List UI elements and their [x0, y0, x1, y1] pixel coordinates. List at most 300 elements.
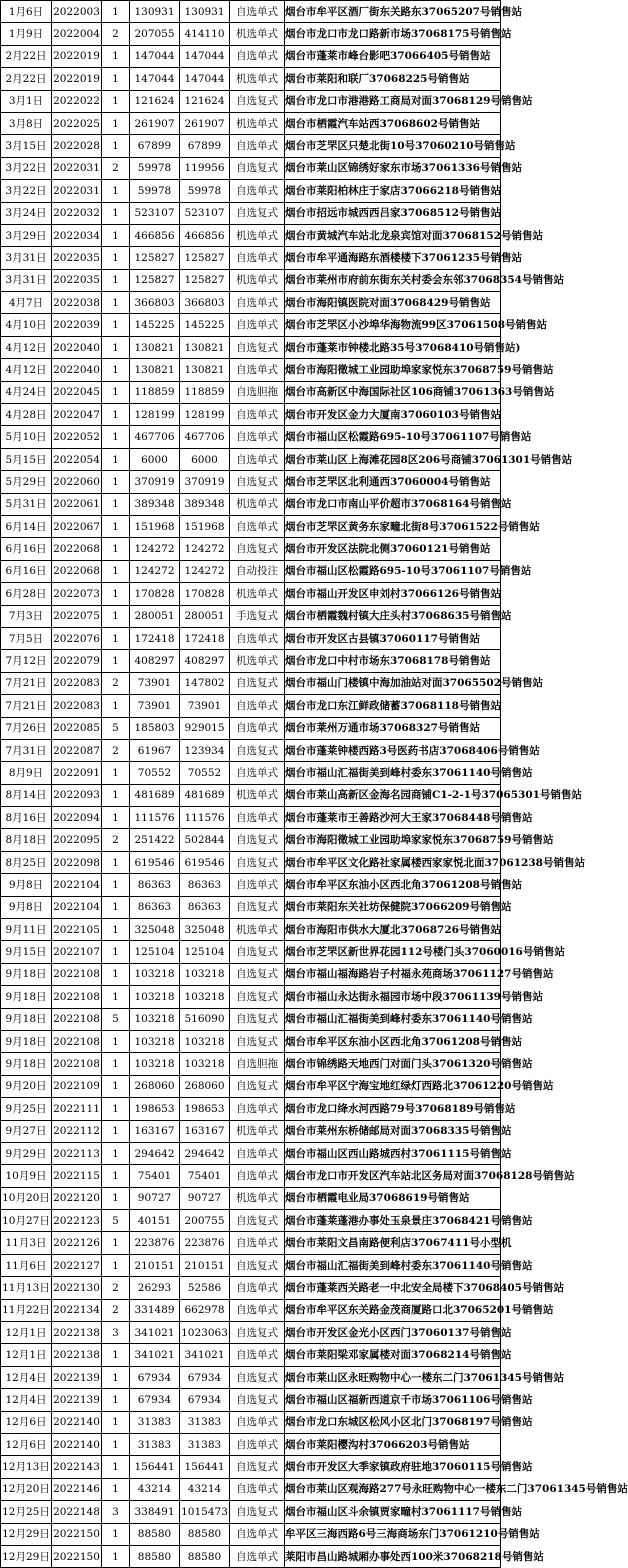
prize-amount-cell: 145225	[130, 314, 180, 336]
bet-type-cell: 自选单式	[230, 1277, 285, 1299]
draw-date-cell: 12月1日	[1, 1344, 52, 1366]
total-amount-cell: 123934	[180, 739, 230, 761]
table-row	[1, 1277, 501, 1299]
total-amount-cell: 31383	[180, 1411, 230, 1433]
issue-number-cell: 2022112	[52, 1120, 102, 1142]
prize-amount-cell: 67934	[130, 1389, 180, 1411]
bet-type-cell: 机选单式	[230, 1120, 285, 1142]
winner-count-cell: 1	[102, 180, 130, 202]
issue-number-cell: 2022039	[52, 314, 102, 336]
table-row	[1, 202, 501, 224]
table-row	[1, 1299, 501, 1321]
total-amount-cell: 1015473	[180, 1501, 230, 1523]
winner-count-cell: 1	[102, 45, 130, 67]
issue-number-cell: 2022019	[52, 45, 102, 67]
draw-date-cell: 12月13日	[1, 1456, 52, 1478]
bet-type-cell: 自选单式	[230, 1232, 285, 1254]
winner-count-cell: 1	[102, 135, 130, 157]
winner-count-cell: 3	[102, 1322, 130, 1344]
bet-type-cell: 自选单式	[230, 1344, 285, 1366]
draw-date-cell: 5月10日	[1, 426, 52, 448]
prize-amount-cell: 67934	[130, 1366, 180, 1388]
issue-number-cell: 2022108	[52, 1053, 102, 1075]
issue-number-cell: 2022034	[52, 224, 102, 246]
winner-count-cell: 1	[102, 583, 130, 605]
draw-date-cell: 12月1日	[1, 1322, 52, 1344]
total-amount-cell: 467706	[180, 426, 230, 448]
draw-date-cell: 1月6日	[1, 1, 52, 23]
table-row	[1, 381, 501, 403]
winner-count-cell: 1	[102, 1434, 130, 1456]
total-amount-cell: 147044	[180, 68, 230, 90]
winner-count-cell: 1	[102, 605, 130, 627]
prize-amount-cell: 103218	[130, 963, 180, 985]
issue-number-cell: 2022019	[52, 68, 102, 90]
draw-date-cell: 11月3日	[1, 1232, 52, 1254]
bet-type-cell: 机选单式	[230, 493, 285, 515]
total-amount-cell: 200755	[180, 1210, 230, 1232]
table-row	[1, 717, 501, 739]
issue-number-cell: 2022068	[52, 538, 102, 560]
total-amount-cell: 414110	[180, 23, 230, 45]
store-name-cell: 烟台市牟平区东油小区西北角37061208号销售站	[285, 1030, 501, 1052]
total-amount-cell: 119956	[180, 157, 230, 179]
winner-count-cell: 1	[102, 851, 130, 873]
bet-type-cell: 自选单式	[230, 180, 285, 202]
total-amount-cell: 268060	[180, 1075, 230, 1097]
table-row	[1, 336, 501, 358]
total-amount-cell: 366803	[180, 292, 230, 314]
table-row	[1, 448, 501, 470]
store-name-cell: 烟台市栖霞电业局37068619号销售站	[285, 1187, 501, 1209]
draw-date-cell: 4月28日	[1, 404, 52, 426]
winner-count-cell: 1	[102, 1075, 130, 1097]
total-amount-cell: 151968	[180, 515, 230, 537]
store-name-cell: 牟平区三海西路6号三海商场东门37061210号销售站	[285, 1523, 501, 1545]
store-name-cell: 烟台市蓬莱钟楼西路3号医药书店37068406号销售站	[285, 739, 501, 761]
issue-number-cell: 2022113	[52, 1142, 102, 1164]
draw-date-cell: 3月31日	[1, 247, 52, 269]
store-name-cell: 烟台市莱阳樱沟村37066203号销售站	[285, 1434, 501, 1456]
store-name-cell: 烟台市莱阳柏林庄于家店37066218号销售站	[285, 180, 501, 202]
prize-amount-cell: 341021	[130, 1344, 180, 1366]
table-row	[1, 896, 501, 918]
draw-date-cell: 5月29日	[1, 471, 52, 493]
total-amount-cell: 466856	[180, 224, 230, 246]
draw-date-cell: 10月20日	[1, 1187, 52, 1209]
winner-count-cell: 2	[102, 1277, 130, 1299]
store-name-cell: 烟台市招远市城西西吕家37068512号销售站	[285, 202, 501, 224]
draw-date-cell: 12月29日	[1, 1523, 52, 1545]
table-row	[1, 807, 501, 829]
issue-number-cell: 2022035	[52, 269, 102, 291]
winner-count-cell: 1	[102, 1, 130, 23]
bet-type-cell: 自选单式	[230, 1523, 285, 1545]
issue-number-cell: 2022143	[52, 1456, 102, 1478]
issue-number-cell: 2022127	[52, 1254, 102, 1276]
table-row	[1, 23, 501, 45]
total-amount-cell: 481689	[180, 784, 230, 806]
bet-type-cell: 机选单式	[230, 23, 285, 45]
winner-count-cell: 1	[102, 1232, 130, 1254]
draw-date-cell: 6月16日	[1, 538, 52, 560]
prize-amount-cell: 172418	[130, 627, 180, 649]
table-row	[1, 963, 501, 985]
prize-amount-cell: 170828	[130, 583, 180, 605]
winner-count-cell: 2	[102, 739, 130, 761]
table-row	[1, 1098, 501, 1120]
prize-amount-cell: 125827	[130, 269, 180, 291]
store-name-cell: 烟台市福山开发区申刘村37066126号销售站	[285, 583, 501, 605]
store-name-cell: 烟台市福山区西山路城西村37061115号销售站	[285, 1142, 501, 1164]
store-name-cell: 烟台市福山永达街永福园市场中段37061139号销售站	[285, 986, 501, 1008]
issue-number-cell: 2022115	[52, 1165, 102, 1187]
winner-count-cell: 2	[102, 23, 130, 45]
bet-type-cell: 自选复式	[230, 1008, 285, 1030]
store-name-cell: 烟台市蓬莱蓬港办事处玉泉景庄37068421号销售站	[285, 1210, 501, 1232]
table-row	[1, 1254, 501, 1276]
winner-count-cell: 1	[102, 784, 130, 806]
prize-amount-cell: 619546	[130, 851, 180, 873]
bet-type-cell: 自选复式	[230, 90, 285, 112]
winner-count-cell: 1	[102, 762, 130, 784]
store-name-cell: 烟台市开发区金光小区西门37060137号销售站	[285, 1322, 501, 1344]
issue-number-cell: 2022022	[52, 90, 102, 112]
table-row	[1, 493, 501, 515]
draw-date-cell: 12月4日	[1, 1389, 52, 1411]
draw-date-cell: 10月9日	[1, 1165, 52, 1187]
prize-amount-cell: 341021	[130, 1322, 180, 1344]
winner-count-cell: 2	[102, 157, 130, 179]
store-name-cell: 烟台市福山门楼镇中海加油站对面37065502号销售站	[285, 672, 501, 694]
draw-date-cell: 9月15日	[1, 941, 52, 963]
store-name-cell: 烟台市莱州东桥储邮局对面37068335号销售站	[285, 1120, 501, 1142]
store-name-cell: 烟台市蓬莱市峰台影吧37066405号销售站	[285, 45, 501, 67]
bet-type-cell: 自选单式	[230, 627, 285, 649]
store-name-cell: 烟台市海阳镇医院对面37068429号销售站	[285, 292, 501, 314]
total-amount-cell: 125827	[180, 269, 230, 291]
issue-number-cell: 2022040	[52, 359, 102, 381]
prize-amount-cell: 124272	[130, 538, 180, 560]
total-amount-cell: 619546	[180, 851, 230, 873]
bet-type-cell: 自选单式	[230, 695, 285, 717]
draw-date-cell: 9月8日	[1, 874, 52, 896]
table-row	[1, 1434, 501, 1456]
draw-date-cell: 8月16日	[1, 807, 52, 829]
store-name-cell: 烟台市牟平区宁海宝地红绿灯西路北37061220号销售站	[285, 1075, 501, 1097]
issue-number-cell: 2022108	[52, 963, 102, 985]
draw-date-cell: 3月24日	[1, 202, 52, 224]
table-row	[1, 180, 501, 202]
winner-count-cell: 1	[102, 1523, 130, 1545]
total-amount-cell: 103218	[180, 1030, 230, 1052]
draw-date-cell: 2月22日	[1, 68, 52, 90]
prize-amount-cell: 156441	[130, 1456, 180, 1478]
issue-number-cell: 2022148	[52, 1501, 102, 1523]
issue-number-cell: 2022095	[52, 829, 102, 851]
total-amount-cell: 172418	[180, 627, 230, 649]
prize-amount-cell: 121624	[130, 90, 180, 112]
winner-count-cell: 1	[102, 493, 130, 515]
prize-amount-cell: 147044	[130, 68, 180, 90]
bet-type-cell: 机选单式	[230, 112, 285, 134]
prize-amount-cell: 331489	[130, 1299, 180, 1321]
table-row	[1, 1030, 501, 1052]
winner-count-cell: 5	[102, 1210, 130, 1232]
store-name-cell: 烟台市海阳徵城工业园助埠家家悦东37068759号销售站	[285, 829, 501, 851]
table-row	[1, 1366, 501, 1388]
store-name-cell: 烟台市福山区松霞路695-10号37061107号销售站	[285, 426, 501, 448]
prize-amount-cell: 210151	[130, 1254, 180, 1276]
store-name-cell: 烟台市芝罘区只楚北街10号37060210号销售站	[285, 135, 501, 157]
issue-number-cell: 2022054	[52, 448, 102, 470]
store-name-cell: 烟台市莱山区永旺购物中心一楼东二门37061345号销售站	[285, 1366, 501, 1388]
table-row	[1, 1523, 501, 1545]
total-amount-cell: 124272	[180, 538, 230, 560]
table-row	[1, 739, 501, 761]
prize-amount-cell: 70552	[130, 762, 180, 784]
total-amount-cell: 130821	[180, 336, 230, 358]
bet-type-cell: 自选单式	[230, 426, 285, 448]
winner-count-cell: 1	[102, 471, 130, 493]
issue-number-cell: 2022138	[52, 1322, 102, 1344]
issue-number-cell: 2022108	[52, 1030, 102, 1052]
winner-count-cell: 1	[102, 1411, 130, 1433]
bet-type-cell: 自选复式	[230, 1030, 285, 1052]
winner-count-cell: 1	[102, 112, 130, 134]
bet-type-cell: 自选胆拖	[230, 381, 285, 403]
table-row	[1, 1545, 501, 1567]
prize-amount-cell: 467706	[130, 426, 180, 448]
winner-count-cell: 1	[102, 448, 130, 470]
store-name-cell: 烟台市莱阳文昌南路便利店37067411号小型机	[285, 1232, 501, 1254]
issue-number-cell: 2022104	[52, 896, 102, 918]
prize-amount-cell: 198653	[130, 1098, 180, 1120]
draw-date-cell: 12月4日	[1, 1366, 52, 1388]
total-amount-cell: 370919	[180, 471, 230, 493]
table-row	[1, 1501, 501, 1523]
total-amount-cell: 341021	[180, 1344, 230, 1366]
store-name-cell: 烟台市龙口东江鲜政储蓄37068118号销售站	[285, 695, 501, 717]
prize-amount-cell: 466856	[130, 224, 180, 246]
issue-number-cell: 2022079	[52, 650, 102, 672]
table-row	[1, 68, 501, 90]
bet-type-cell: 机选单式	[230, 784, 285, 806]
draw-date-cell: 3月22日	[1, 157, 52, 179]
store-name-cell: 莱阳市昌山路城厢办事处西100米37068218号销售站	[285, 1545, 501, 1567]
store-name-cell: 烟台市牟平区东油小区西北角37061208号销售站	[285, 874, 501, 896]
bet-type-cell: 自选复式	[230, 941, 285, 963]
store-name-cell: 烟台市福山区福新西道京千市场37061106号销售站	[285, 1389, 501, 1411]
total-amount-cell: 280051	[180, 605, 230, 627]
bet-type-cell: 自选复式	[230, 1210, 285, 1232]
total-amount-cell: 929015	[180, 717, 230, 739]
winner-count-cell: 1	[102, 941, 130, 963]
table-row	[1, 829, 501, 851]
total-amount-cell: 75401	[180, 1165, 230, 1187]
prize-amount-cell: 103218	[130, 1030, 180, 1052]
winner-count-cell: 1	[102, 1053, 130, 1075]
store-name-cell: 烟台市开发区古县镇37060117号销售站	[285, 627, 501, 649]
bet-type-cell: 机选单式	[230, 224, 285, 246]
winner-count-cell: 1	[102, 1456, 130, 1478]
draw-date-cell: 3月15日	[1, 135, 52, 157]
bet-type-cell: 自选复式	[230, 202, 285, 224]
bet-type-cell: 自选复式	[230, 739, 285, 761]
issue-number-cell: 2022035	[52, 247, 102, 269]
prize-amount-cell: 294642	[130, 1142, 180, 1164]
draw-date-cell: 7月21日	[1, 672, 52, 694]
winner-count-cell: 1	[102, 627, 130, 649]
winner-count-cell: 1	[102, 426, 130, 448]
bet-type-cell: 自选复式	[230, 829, 285, 851]
bet-type-cell: 自选复式	[230, 1075, 285, 1097]
bet-type-cell: 自选复式	[230, 1501, 285, 1523]
bet-type-cell: 自选单式	[230, 1165, 285, 1187]
total-amount-cell: 408297	[180, 650, 230, 672]
prize-amount-cell: 73901	[130, 695, 180, 717]
store-name-cell: 烟台市福山汇福街美到峰村委东37061140号销售站	[285, 762, 501, 784]
results-table-body	[1, 1, 628, 1568]
bet-type-cell: 自选单式	[230, 45, 285, 67]
prize-amount-cell: 111576	[130, 807, 180, 829]
prize-amount-cell: 86363	[130, 874, 180, 896]
bet-type-cell: 自选单式	[230, 762, 285, 784]
total-amount-cell: 70552	[180, 762, 230, 784]
prize-amount-cell: 251422	[130, 829, 180, 851]
winner-count-cell: 5	[102, 717, 130, 739]
issue-number-cell: 2022126	[52, 1232, 102, 1254]
total-amount-cell: 103218	[180, 1053, 230, 1075]
draw-date-cell: 3月29日	[1, 224, 52, 246]
store-name-cell: 烟台市黄城汽车站北龙泉宾馆对面37068152号销售站	[285, 224, 501, 246]
store-name-cell: 烟台市莱山高新区金海名园商铺C1-2-1号37065301号销售站	[285, 784, 501, 806]
bet-type-cell: 自选单式	[230, 448, 285, 470]
table-row	[1, 1456, 501, 1478]
table-row	[1, 1322, 501, 1344]
store-name-cell: 烟台市开发区法院北侧37060121号销售站	[285, 538, 501, 560]
store-name-cell: 烟台市牟平区东关路金茂商厦路口北37065201号销售站	[285, 1299, 501, 1321]
issue-number-cell: 2022076	[52, 627, 102, 649]
total-amount-cell: 103218	[180, 986, 230, 1008]
total-amount-cell: 516090	[180, 1008, 230, 1030]
table-row	[1, 45, 501, 67]
draw-date-cell: 2月22日	[1, 45, 52, 67]
total-amount-cell: 210151	[180, 1254, 230, 1276]
table-row	[1, 851, 501, 873]
issue-number-cell: 2022052	[52, 426, 102, 448]
bet-type-cell: 自选单式	[230, 1411, 285, 1433]
issue-number-cell: 2022105	[52, 919, 102, 941]
issue-number-cell: 2022031	[52, 180, 102, 202]
prize-amount-cell: 59978	[130, 157, 180, 179]
winner-count-cell: 1	[102, 247, 130, 269]
total-amount-cell: 1023063	[180, 1322, 230, 1344]
issue-number-cell: 2022038	[52, 292, 102, 314]
issue-number-cell: 2022108	[52, 986, 102, 1008]
store-name-cell: 烟台市福山汇福街美到峰村委东37061140号销售站	[285, 1254, 501, 1276]
draw-date-cell: 9月18日	[1, 963, 52, 985]
bet-type-cell: 自选复式	[230, 157, 285, 179]
total-amount-cell: 86363	[180, 874, 230, 896]
winner-count-cell: 1	[102, 1165, 130, 1187]
bet-type-cell: 自选单式	[230, 247, 285, 269]
store-name-cell: 烟台市龙口市港港路工商局对面37068129号销售站	[285, 90, 501, 112]
winner-count-cell: 1	[102, 90, 130, 112]
prize-amount-cell: 103218	[130, 986, 180, 1008]
winner-count-cell: 3	[102, 1501, 130, 1523]
store-name-cell: 烟台市莱州万通市场37068327号销售站	[285, 717, 501, 739]
total-amount-cell: 223876	[180, 1232, 230, 1254]
table-row	[1, 1053, 501, 1075]
draw-date-cell: 4月7日	[1, 292, 52, 314]
bet-type-cell: 自选单式	[230, 515, 285, 537]
total-amount-cell: 145225	[180, 314, 230, 336]
store-name-cell: 烟台市福山福海路岩子村福永苑商场37061127号销售站	[285, 963, 501, 985]
draw-date-cell: 4月24日	[1, 381, 52, 403]
issue-number-cell: 2022028	[52, 135, 102, 157]
draw-date-cell: 3月1日	[1, 90, 52, 112]
draw-date-cell: 11月22日	[1, 1299, 52, 1321]
winner-count-cell: 1	[102, 1030, 130, 1052]
store-name-cell: 烟台市芝罘区北利通西37060004号销售站	[285, 471, 501, 493]
table-row	[1, 1075, 501, 1097]
total-amount-cell: 523107	[180, 202, 230, 224]
winner-count-cell: 1	[102, 314, 130, 336]
total-amount-cell: 662978	[180, 1299, 230, 1321]
store-name-cell: 烟台市开发区金力大厦南37060103号销售站	[285, 404, 501, 426]
prize-amount-cell: 88580	[130, 1523, 180, 1545]
winner-count-cell: 1	[102, 695, 130, 717]
total-amount-cell: 261907	[180, 112, 230, 134]
store-name-cell: 烟台市福山汇福街美到峰村委东37061140号销售站	[285, 1008, 501, 1030]
draw-date-cell: 7月5日	[1, 627, 52, 649]
issue-number-cell: 2022094	[52, 807, 102, 829]
winner-count-cell: 1	[102, 986, 130, 1008]
bet-type-cell: 机选单式	[230, 583, 285, 605]
bet-type-cell: 自选复式	[230, 1366, 285, 1388]
bet-type-cell: 自选复式	[230, 1254, 285, 1276]
table-row	[1, 1120, 501, 1142]
total-amount-cell: 73901	[180, 695, 230, 717]
draw-date-cell: 8月9日	[1, 762, 52, 784]
issue-number-cell: 2022060	[52, 471, 102, 493]
draw-date-cell: 9月18日	[1, 986, 52, 1008]
issue-number-cell: 2022093	[52, 784, 102, 806]
issue-number-cell: 2022138	[52, 1344, 102, 1366]
issue-number-cell: 2022061	[52, 493, 102, 515]
store-name-cell: 烟台市龙口中村市场东37068178号销售站	[285, 650, 501, 672]
bet-type-cell: 自选单式	[230, 1478, 285, 1500]
bet-type-cell: 自选单式	[230, 292, 285, 314]
issue-number-cell: 2022150	[52, 1545, 102, 1567]
total-amount-cell: 294642	[180, 1142, 230, 1164]
table-row	[1, 538, 501, 560]
issue-number-cell: 2022045	[52, 381, 102, 403]
issue-number-cell: 2022134	[52, 1299, 102, 1321]
winner-count-cell: 1	[102, 874, 130, 896]
issue-number-cell: 2022031	[52, 157, 102, 179]
bet-type-cell: 自选单式	[230, 807, 285, 829]
bet-type-cell: 自选复式	[230, 986, 285, 1008]
total-amount-cell: 325048	[180, 919, 230, 941]
winner-count-cell: 1	[102, 919, 130, 941]
store-name-cell: 烟台市芝罘区新世界花园112号楼门头37060016号销售站	[285, 941, 501, 963]
issue-number-cell: 2022108	[52, 1008, 102, 1030]
draw-date-cell: 9月20日	[1, 1075, 52, 1097]
draw-date-cell: 12月25日	[1, 1501, 52, 1523]
prize-amount-cell: 366803	[130, 292, 180, 314]
